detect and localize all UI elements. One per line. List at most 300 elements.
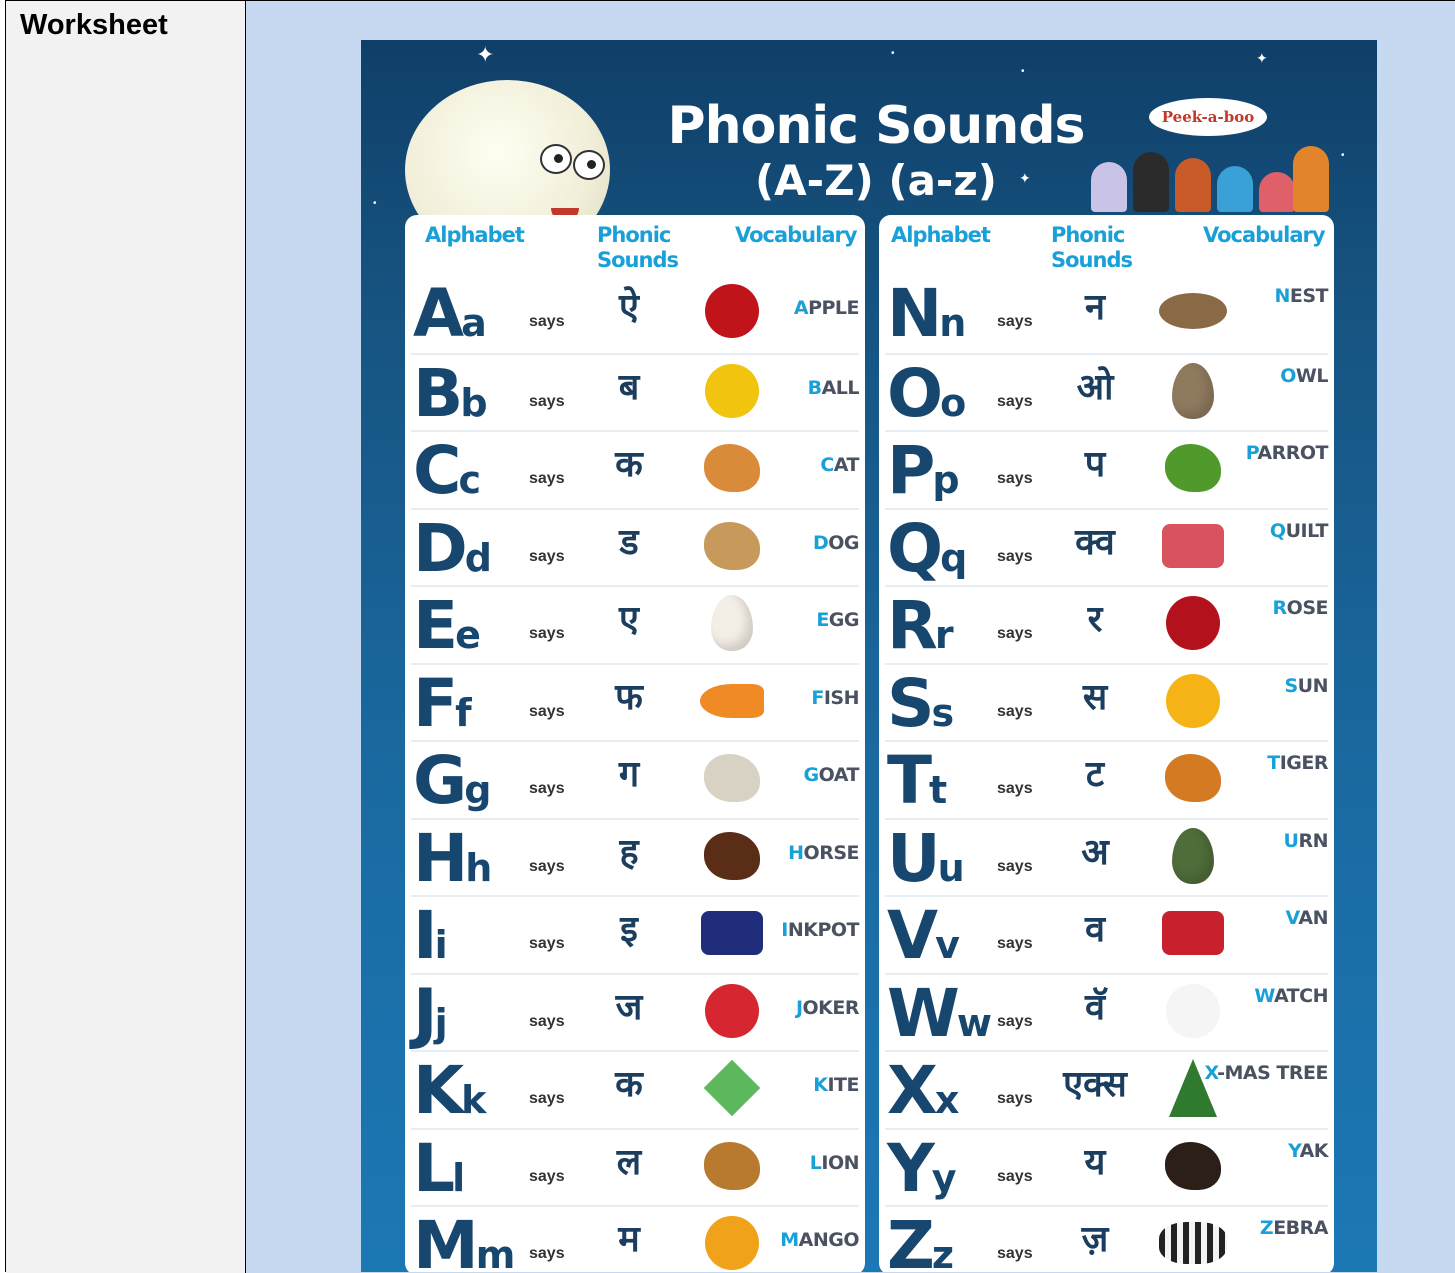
letter-pair [887,897,960,974]
van-icon [1157,903,1229,963]
letter-pair [887,820,965,897]
rabbit-icon [1091,162,1127,212]
hindi-sound: वॅ [1084,986,1106,1028]
letter-pair [413,897,448,974]
lowercase-letter: t [929,768,948,812]
hindi-sound: य [1084,1141,1106,1183]
lowercase-letter: r [934,613,954,657]
vocabulary-rest: RN [1298,829,1328,852]
lion-icon [696,1136,768,1196]
right-panel [879,215,1334,1272]
vocabulary-word [813,1074,859,1096]
header-phonic: Phonic [1051,223,1125,247]
vocabulary-rest: AT [833,454,859,476]
vocabulary-word [1284,675,1328,697]
letter-pair [887,1207,954,1272]
left-panel [405,215,865,1272]
vocabulary-word [811,687,859,709]
letter-row [885,973,1328,1051]
uppercase-letter: H [413,819,466,897]
uppercase-letter: Z [887,1207,932,1272]
hindi-sound: ब [618,366,640,408]
joker-icon [696,981,768,1041]
letter-row [885,508,1328,586]
uppercase-letter: B [413,354,461,432]
tiger-icon [1157,748,1229,808]
inkpot-shape [701,911,763,955]
says-label: says [997,625,1033,642]
vocabulary-rest: ATCH [1273,984,1328,1007]
uppercase-letter: T [887,742,930,819]
hindi-sound: ग [618,754,640,795]
vocabulary-rest: ALL [821,376,859,399]
apple-shape [705,284,759,338]
mango-icon [696,1213,768,1272]
letter-pair [887,665,954,742]
vocabulary-word [1254,985,1328,1007]
vocabulary-first-letter: L [809,1151,822,1174]
vocabulary-first-letter: E [816,609,829,631]
star-icon: • [891,48,895,59]
yak-icon [1157,1136,1229,1196]
hindi-sound: व [1084,909,1106,950]
vocabulary-first-letter: X [1204,1062,1218,1084]
vocabulary-first-letter: I [781,919,788,941]
vocabulary-word [1205,1062,1328,1084]
vocabulary-word [1288,1140,1328,1162]
vocabulary-word [788,842,859,864]
letter-pair [413,975,448,1052]
vocabulary-first-letter: N [1274,285,1290,307]
letter-pair [413,432,481,509]
letter-pair [887,587,954,664]
header-phonic-sounds [597,223,678,273]
letter-row [411,353,859,431]
header-phonic: Phonic [597,223,671,247]
hindi-sound: ड [619,521,639,563]
header-alphabet: Alphabet [425,223,524,247]
vocabulary-rest: EST [1289,285,1328,307]
uppercase-letter: Y [887,1129,932,1207]
hindi-sound: अ [1081,831,1109,873]
egg-icon [696,593,768,653]
vocabulary-first-letter: H [788,841,804,864]
letter-pair [887,275,966,352]
letter-row [411,275,859,351]
lowercase-letter: l [452,1155,466,1200]
hindi-sound: ज़ [1081,1219,1109,1260]
moon-eye [573,150,605,180]
vocabulary-rest: -MAS TREE [1217,1062,1328,1084]
hindi-sound: ट [1085,754,1105,795]
says-label: says [529,625,565,642]
lowercase-letter: u [937,845,965,890]
letter-row [411,818,859,896]
letter-row [885,1205,1328,1272]
label-cell [6,0,246,1273]
parrot-shape [1165,444,1221,492]
vocabulary-rest: ARROT [1257,442,1328,464]
vocabulary-first-letter: W [1254,984,1274,1007]
sun-shape [1166,674,1220,728]
uppercase-letter: A [413,275,462,352]
header-phonic-sounds [1051,223,1132,273]
vocabulary-rest: NKPOT [787,919,859,941]
vocabulary-rest: OKER [802,996,859,1019]
uppercase-letter: G [413,742,465,819]
vocabulary-rest: IGER [1279,752,1328,774]
lowercase-letter: m [475,1233,516,1272]
quilt-shape [1162,524,1224,568]
letter-pair [413,820,492,897]
lion-shape [704,1142,760,1190]
uppercase-letter: S [887,664,932,742]
says-label: says [529,470,565,487]
lowercase-letter: y [931,1155,957,1200]
vocabulary-word [781,919,859,941]
vocabulary-word [794,297,859,319]
letter-pair [413,665,472,742]
says-label: says [997,392,1033,410]
star-icon: • [373,198,377,209]
letter-row [411,740,859,818]
vocabulary-first-letter: S [1284,674,1298,697]
lowercase-letter: f [455,690,472,735]
hindi-sound: क [615,1064,643,1105]
letter-row [411,1050,859,1128]
uppercase-letter: N [887,275,940,352]
letter-pair [413,742,491,819]
says-label: says [529,313,565,330]
star-icon: • [1341,150,1345,161]
vocabulary-word [1274,285,1328,307]
hindi-sound: क [615,444,643,485]
lowercase-letter: o [940,380,967,425]
fish-icon [696,671,768,731]
letter-row [885,663,1328,741]
rose-icon [1157,593,1229,653]
uppercase-letter: R [887,587,935,664]
yak-shape [1165,1142,1221,1190]
parrot-icon [1157,438,1229,498]
lowercase-letter: n [939,301,967,345]
cell-label: Worksheet [20,9,168,41]
monkey-icon [1133,152,1169,212]
vocabulary-word [1273,597,1328,619]
vocabulary-word [1285,907,1328,929]
letter-row [411,1128,859,1206]
letter-row [411,585,859,663]
vocabulary-first-letter: M [780,1229,799,1251]
letter-pair [887,1052,959,1129]
vocabulary-rest: ITE [827,1074,859,1096]
tiger-shape [1165,754,1221,802]
vocabulary-word [808,377,859,399]
watch-shape [1166,984,1220,1038]
uppercase-letter: J [413,974,435,1052]
vocabulary-first-letter: G [803,764,819,786]
vocabulary-first-letter: R [1272,597,1287,619]
vocabulary-rest: AK [1299,1139,1328,1162]
letter-pair [887,1130,957,1207]
lowercase-letter: e [455,613,481,657]
rose-shape [1166,596,1220,650]
dog-shape [704,522,760,570]
says-label: says [529,1012,565,1030]
vocabulary-word [1280,365,1328,387]
cat-icon [696,438,768,498]
vocabulary-rest: AN [1298,907,1328,929]
says-label: says [997,470,1033,487]
says-label: says [997,313,1033,330]
lowercase-letter: x [934,1078,960,1122]
hindi-sound: ह [619,831,639,873]
lowercase-letter: v [935,923,960,967]
vocabulary-word [796,997,859,1019]
kid-icon [1217,166,1253,212]
vocabulary-word [1267,752,1328,774]
uppercase-letter: C [413,432,459,509]
letter-pair [887,355,966,432]
vocabulary-word [820,454,859,476]
lowercase-letter: z [931,1233,954,1272]
lowercase-letter: a [461,301,487,345]
letter-pair [413,355,488,432]
zebra-icon [1157,1213,1229,1272]
hindi-sound: क्व [1075,521,1115,563]
letter-pair [413,1207,515,1272]
header-alphabet: Alphabet [891,223,990,247]
letter-pair [887,432,960,509]
says-label: says [997,780,1033,797]
urn-icon [1157,826,1229,886]
cat-character-icon [1293,146,1329,212]
says-label: says [529,1167,565,1185]
cat-shape [704,444,760,492]
vocabulary-first-letter: B [807,376,822,399]
hindi-sound: स [1082,676,1108,718]
animal-characters [1071,140,1331,212]
vocabulary-rest: OG [828,531,859,554]
letter-row [885,353,1328,431]
hindi-sound: प [1084,444,1106,485]
uppercase-letter: M [413,1207,476,1272]
hindi-sound: ए [619,599,639,640]
star-icon: ✦ [1019,170,1031,186]
owl-shape [1172,363,1214,419]
hindi-sound: ल [616,1141,642,1183]
zebra-shape [1159,1222,1227,1264]
squirrel-icon [1175,158,1211,212]
vocabulary-first-letter: A [793,297,809,319]
vocabulary-rest: ION [821,1151,859,1174]
vocabulary-rest: OAT [818,764,859,786]
uppercase-letter: E [413,587,456,664]
kite-shape [704,1060,761,1117]
uppercase-letter: L [413,1129,453,1207]
vocabulary-word [804,764,859,786]
letter-pair [413,275,487,352]
lowercase-letter: p [932,458,960,502]
hindi-sound: ऐ [619,287,639,328]
quilt-icon [1157,516,1229,576]
vocabulary-rest: GG [828,609,859,631]
vocabulary-first-letter: U [1283,829,1299,852]
brand-bubble: Peek-a-boo [1149,98,1267,136]
says-label: says [529,935,565,952]
says-label: says [997,547,1033,565]
says-label: says [997,1245,1033,1262]
uppercase-letter: P [887,432,933,509]
says-label: says [529,857,565,875]
says-label: says [529,780,565,797]
vocabulary-rest: UN [1297,674,1328,697]
says-label: says [997,857,1033,875]
header-sounds: Sounds [597,248,678,272]
says-label: says [529,702,565,720]
lowercase-letter: i [434,923,448,967]
letter-pair [413,1052,486,1129]
letter-row [411,663,859,741]
nest-shape [1159,293,1227,329]
lowercase-letter: g [464,768,492,812]
vocabulary-rest: OSE [1286,597,1328,619]
star-icon: • [1021,66,1025,77]
poster-title-line1: Phonic Sounds [667,96,1085,156]
vocabulary-first-letter: Y [1288,1139,1300,1162]
hindi-sound: फ [615,676,643,718]
letter-pair [413,587,481,664]
says-label: says [529,547,565,565]
vocabulary-rest: WL [1295,364,1328,387]
lowercase-letter: q [940,535,968,580]
letter-row [885,740,1328,818]
kid-icon [1259,172,1295,212]
owl-icon [1157,361,1229,421]
star-icon: ✦ [1256,50,1268,66]
vocabulary-rest: UILT [1285,519,1328,542]
urn-shape [1172,828,1214,884]
horse-icon [696,826,768,886]
hindi-sound: एक्स [1063,1064,1127,1105]
lowercase-letter: k [461,1078,487,1122]
letter-row [885,275,1328,351]
vocabulary-word [816,609,859,631]
poster-title-line2: (A-Z) (a-z) [754,156,997,205]
van-shape [1162,911,1224,955]
uppercase-letter: X [887,1052,935,1129]
vocabulary-word [1260,1217,1328,1239]
uppercase-letter: D [413,509,465,587]
vocabulary-first-letter: D [812,531,829,554]
fish-shape [700,684,764,718]
letter-row [885,818,1328,896]
vocabulary-rest: ISH [823,686,859,709]
ball-icon [696,361,768,421]
letter-pair [887,510,967,587]
uppercase-letter: W [887,974,957,1052]
letter-pair [413,1130,465,1207]
uppercase-letter: K [413,1052,462,1129]
vocabulary-first-letter: Z [1259,1217,1274,1239]
inkpot-icon [696,903,768,963]
hindi-sound: र [1087,599,1103,640]
letter-pair [413,510,492,587]
mango-shape [705,1216,759,1270]
letter-row [885,585,1328,663]
letter-row [885,1128,1328,1206]
vocabulary-first-letter: J [795,996,803,1019]
vocabulary-word [1270,520,1328,542]
vocabulary-first-letter: K [813,1074,828,1096]
vocabulary-word [780,1229,859,1251]
joker-shape [705,984,759,1038]
apple-icon [696,281,768,341]
vocabulary-first-letter: T [1267,752,1280,774]
lowercase-letter: j [434,1000,448,1045]
lowercase-letter: c [458,458,481,502]
moon-eye [540,144,572,174]
vocabulary-word [810,1152,859,1174]
hindi-sound: म [618,1219,640,1260]
letter-row [411,1205,859,1272]
letter-pair [887,742,947,819]
says-label: says [997,935,1033,952]
vocabulary-word [1284,830,1328,852]
letter-row [411,430,859,508]
sun-icon [1157,671,1229,731]
vocabulary-first-letter: P [1245,442,1258,464]
uppercase-letter: F [413,664,456,742]
lowercase-letter: d [464,535,492,580]
letter-row [885,895,1328,973]
uppercase-letter: U [887,819,938,897]
letter-row [411,973,859,1051]
letter-pair [887,975,992,1052]
uppercase-letter: Q [887,509,941,587]
says-label: says [529,392,565,410]
vocabulary-first-letter: V [1285,907,1299,929]
watch-icon [1157,981,1229,1041]
vocabulary-rest: ANGO [798,1229,859,1251]
vocabulary-first-letter: F [811,686,824,709]
letter-row [411,895,859,973]
nest-icon [1157,281,1229,341]
says-label: says [997,1012,1033,1030]
hindi-sound: ओ [1076,366,1114,408]
vocabulary-rest: EBRA [1273,1217,1328,1239]
horse-shape [704,832,760,880]
uppercase-letter: O [887,354,941,432]
phonic-sounds-poster [361,40,1377,1272]
says-label: says [997,1090,1033,1107]
ball-shape [705,364,759,418]
lowercase-letter: s [931,690,955,735]
header-vocabulary: Vocabulary [1203,223,1325,247]
header-sounds: Sounds [1051,248,1132,272]
kite-icon [696,1058,768,1118]
hindi-sound: ज [615,986,643,1028]
says-label: says [529,1245,565,1262]
vocabulary-word [1246,442,1328,464]
egg-shape [711,595,753,651]
says-label: says [997,1167,1033,1185]
says-label: says [997,702,1033,720]
vocabulary-first-letter: O [1280,364,1296,387]
star-icon: ✦ [476,42,495,67]
header-vocabulary: Vocabulary [735,223,857,247]
lowercase-letter: w [956,1000,992,1045]
